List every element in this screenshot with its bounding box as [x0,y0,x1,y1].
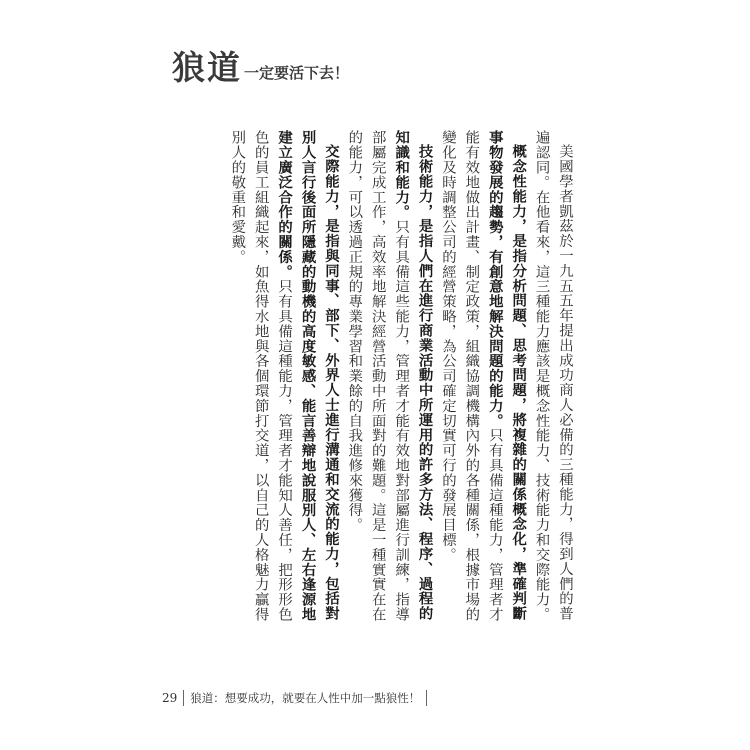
paragraph-text: 只有具備這種能力，管理者才能知人善任，把形形色色的員工組織起來，如魚得水地與各個環節打交道，以自己的人格魅力贏得別人的敬重和愛戴。 [229,130,293,622]
body-text [225,130,576,635]
page-footer [162,688,433,708]
footer-divider [426,690,427,706]
paragraph-lead: 概念性能力，是指分析問題、思考問題，將複雜的關係概念化，準確判斷事物發展的趨勢，有創意地解決問題的能力。 [486,130,527,622]
footer-divider [183,690,184,706]
header-title: 狼道 [172,48,242,87]
paragraph [225,130,342,635]
paragraph-text: 美國學者凱茲於一九五五年提出成功商人必備的三種能力，得到人們的普遍認同。在他看來，這三種能力應該是概念性能力、技術能力和交際能力。 [533,130,573,622]
book-title: 狼道：想要成功，就要在人性中加一點狼性！ [190,691,421,705]
paragraph-text: 只有具備這種能力，管理者才能有效地做出計畫、制定政策，組織協調機構內外的各種關係，根據市場的變化及時調整公司的經營策略，為公司確定切實可行的發展目標。 [439,130,503,622]
paragraph [342,130,436,635]
paragraph [529,130,576,635]
page-number: 29 [162,691,178,705]
paragraph-lead: 技術能力，是指人們在進行商業活動中所運用的許多方法、程序、過程的知識和能力。 [393,130,433,622]
paragraph-lead: 交際能力，是指與同事、部下、外界人士進行溝通和交流的能力，包括對別人言行後面所隱藏的動機的高度敏感、能言善辯地說服別人、左右逢源地建立廣泛合作的關係。 [276,130,339,622]
paragraph-text: 只有具備這些能力，管理者才能有效地對部屬進行訓練，指導部屬完成工作，高效率地解決經營活動中所面對的難題。這是一種實實在在的能力，可以透過正規的專業學習和業餘的自我進修來獲得。 [346,130,410,622]
paragraph [436,130,530,635]
chapter-header [172,36,350,87]
header-subtitle: 一定要活下去！ [244,64,350,82]
